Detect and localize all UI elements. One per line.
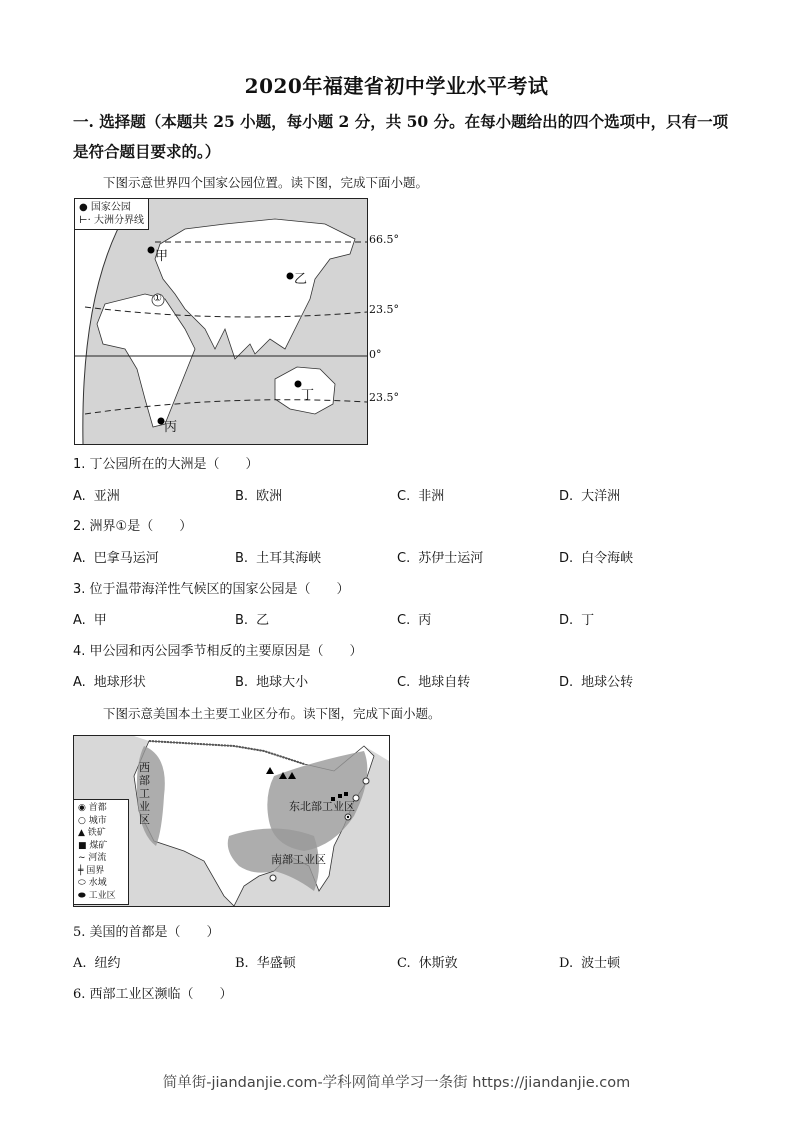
legend-park: ● 国家公园: [79, 202, 131, 213]
option-text: 地球自转: [418, 675, 471, 690]
option-text: 波士顿: [581, 956, 621, 971]
option-text: 大洋洲: [581, 489, 621, 504]
lat-0: 0°: [369, 348, 382, 361]
option-label: B.: [235, 551, 249, 566]
option-text: 土耳其海峡: [256, 551, 322, 566]
question-stem: 美国的首都是（ ）: [89, 925, 220, 940]
q5-option-d[interactable]: [559, 952, 620, 971]
option-text: 白令海峡: [581, 551, 634, 566]
option-text: 休斯敦: [418, 956, 458, 971]
q1-option-a[interactable]: [73, 485, 120, 504]
option-text: 乙: [256, 613, 270, 628]
option-label: D.: [559, 675, 574, 690]
option-text: 甲: [93, 613, 107, 628]
park-bing-label: 丙: [164, 420, 178, 435]
question-stem: 丁公园所在的大洲是（ ）: [89, 457, 259, 472]
option-label: C.: [397, 613, 411, 628]
page-title: 2020年福建省初中学业水平考试: [244, 74, 549, 98]
us-map: [73, 735, 390, 907]
question-stem: 位于温带海洋性气候区的国家公园是（ ）: [89, 582, 350, 597]
q5-option-a[interactable]: [73, 952, 121, 971]
us-map-legend: [73, 799, 129, 905]
option-text: 亚洲: [93, 489, 120, 504]
question-stem: 洲界①是（ ）: [89, 519, 193, 534]
legend-water: ⬭ 水域: [78, 878, 107, 888]
park-ding-label: 丁: [301, 388, 315, 403]
q1-option-d[interactable]: [559, 485, 620, 504]
question-number: 1.: [73, 457, 86, 472]
lat-23-5-s: 23.5°: [369, 391, 399, 404]
question-3: [73, 578, 350, 597]
west-industrial-label: 西部工业区: [139, 761, 150, 826]
legend-industrial-zone: ⬬ 工业区: [78, 890, 116, 901]
option-label: D.: [559, 956, 574, 971]
q1-option-c[interactable]: [397, 485, 444, 504]
legend-boundary: ⊢· 大洲分界线: [79, 215, 144, 226]
legend-capital: ◉ 首都: [78, 803, 107, 813]
question-4: [73, 640, 363, 659]
q3-option-a[interactable]: [73, 609, 107, 628]
question-number: 6.: [73, 987, 86, 1002]
south-industrial-label: 南部工业区: [271, 853, 326, 866]
option-label: B.: [235, 489, 249, 504]
option-text: 地球公转: [581, 675, 634, 690]
option-label: D.: [559, 613, 574, 628]
question-2: [73, 515, 192, 534]
question-1: [73, 453, 259, 472]
option-label: D.: [559, 551, 574, 566]
northeast-industrial-label: 东北部工业区: [289, 800, 355, 813]
option-label: A.: [73, 956, 87, 971]
lat-66-5: 66.5°: [369, 233, 399, 246]
option-text: 苏伊士运河: [418, 551, 484, 566]
footer-watermark: 简单街-jiandanjie.com-学科网简单学习一条街 https://jiandanjie.com: [162, 1075, 631, 1091]
world-map: [74, 198, 368, 445]
option-label: C.: [397, 675, 411, 690]
world-map-graphic: [75, 199, 367, 444]
option-text: 华盛顿: [256, 956, 296, 971]
option-label: B.: [235, 956, 249, 971]
option-label: C.: [397, 956, 411, 971]
legend-river: ~ 河流: [78, 853, 107, 863]
q3-option-d[interactable]: [559, 609, 594, 628]
question-number: 3.: [73, 582, 86, 597]
q2-option-c[interactable]: [397, 547, 483, 566]
legend-coal-mine: ■ 煤矿: [78, 840, 108, 851]
q2-option-b[interactable]: [235, 547, 321, 566]
park-yi-label: 乙: [294, 272, 308, 287]
option-label: A.: [73, 489, 86, 504]
option-label: C.: [397, 489, 411, 504]
option-text: 巴拿马运河: [93, 551, 159, 566]
q2-option-a[interactable]: [73, 547, 159, 566]
q4-option-b[interactable]: [235, 671, 308, 690]
option-text: 纽约: [94, 956, 121, 971]
park-jia-label: 甲: [155, 249, 169, 264]
question-stem: 甲公园和丙公园季节相反的主要原因是（ ）: [89, 644, 363, 659]
legend-iron-mine: ▲ 铁矿: [78, 828, 106, 838]
option-label: A.: [73, 551, 86, 566]
lat-23-5-n: 23.5°: [369, 303, 399, 316]
option-label: C.: [397, 551, 411, 566]
q4-option-d[interactable]: [559, 671, 633, 690]
q5-option-b[interactable]: [235, 952, 296, 971]
q3-option-c[interactable]: [397, 609, 431, 628]
option-text: 丙: [418, 613, 432, 628]
option-text: 欧洲: [256, 489, 283, 504]
q4-option-c[interactable]: [397, 671, 470, 690]
q3-option-b[interactable]: [235, 609, 269, 628]
world-map-legend: [74, 198, 149, 230]
intro-text-2: 下图示意美国本土主要工业区分布。读下图，完成下面小题。: [103, 706, 441, 721]
intro-text-1: 下图示意世界四个国家公园位置。读下图，完成下面小题。: [103, 175, 429, 190]
question-5: [73, 921, 220, 940]
question-stem: 西部工业区濒临（ ）: [89, 987, 233, 1002]
question-6: [73, 983, 233, 1002]
option-text: 丁: [581, 613, 595, 628]
boundary-marker-1: ①: [153, 293, 162, 304]
question-number: 2.: [73, 519, 86, 534]
legend-city: ○ 城市: [78, 815, 107, 826]
question-number: 5.: [73, 925, 86, 940]
q4-option-a[interactable]: [73, 671, 146, 690]
option-label: B.: [235, 675, 249, 690]
question-number: 4.: [73, 644, 86, 659]
q5-option-c[interactable]: [397, 952, 458, 971]
option-label: A.: [73, 675, 86, 690]
q1-option-b[interactable]: [235, 485, 282, 504]
option-label: B.: [235, 613, 249, 628]
legend-border: ╪ 国界: [78, 865, 105, 876]
option-text: 非洲: [418, 489, 445, 504]
option-label: D.: [559, 489, 574, 504]
option-label: A.: [73, 613, 86, 628]
option-text: 地球大小: [256, 675, 309, 690]
option-text: 地球形状: [93, 675, 146, 690]
q2-option-d[interactable]: [559, 547, 633, 566]
section-heading: 一. 选择题（本题共 25 小题，每小题 2 分，共 50 分。在每小题给出的四个选项中，只有一项是符合题目要求的。）: [73, 112, 729, 161]
